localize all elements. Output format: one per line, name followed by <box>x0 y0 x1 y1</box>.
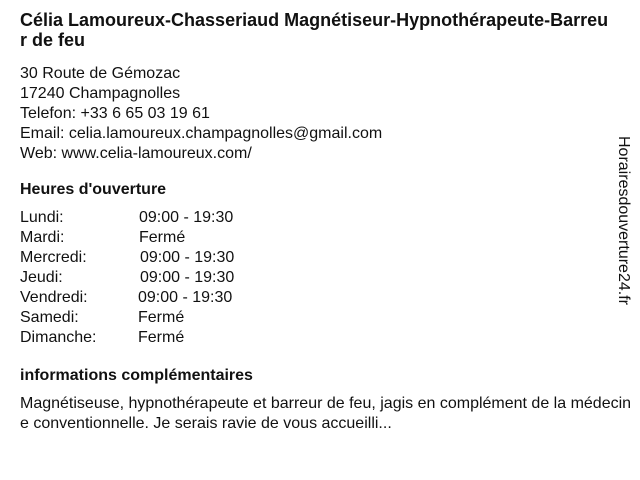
additional-info-text: Magnétiseuse, hypnothérapeute et barreur de feu, jagis en complément de la médecine conventionnelle. Je serais ravie de vous accueilli... <box>20 395 632 432</box>
phone-line[interactable]: Telefon: +33 6 65 03 19 61 <box>20 105 210 122</box>
hours-row-vendredi <box>20 288 610 308</box>
contact-block <box>20 64 610 164</box>
opening-hours-list <box>20 208 610 348</box>
hours-time: 09:00 - 19:30 <box>140 269 235 286</box>
hours-time: 09:00 - 19:30 <box>140 249 235 266</box>
site-watermark: Horairesdouverture24.fr <box>615 136 632 305</box>
hours-row-dimanche <box>20 328 610 348</box>
hours-row-mercredi <box>20 248 610 268</box>
hours-time: Fermé <box>138 309 185 326</box>
web-line[interactable]: Web: www.celia-lamoureux.com/ <box>20 145 252 162</box>
hours-row-samedi <box>20 308 610 328</box>
hours-time: 09:00 - 19:30 <box>139 209 234 226</box>
address-street: 30 Route de Gémozac <box>20 65 181 82</box>
additional-info-heading: informations complémentaires <box>20 367 253 384</box>
hours-time: Fermé <box>138 329 185 346</box>
hours-day: Samedi: <box>20 309 79 326</box>
hours-day: Dimanche: <box>20 329 97 346</box>
business-name: Célia Lamoureux-Chasseriaud Magnétiseur-Hypnothérapeute-Barreur de feu <box>20 10 609 50</box>
email-line[interactable]: Email: celia.lamoureux.champagnolles@gmail.com <box>20 125 383 142</box>
hours-row-mardi <box>20 228 610 248</box>
hours-day: Mardi: <box>20 229 65 246</box>
hours-day: Jeudi: <box>20 269 63 286</box>
hours-day: Vendredi: <box>20 289 88 306</box>
hours-day: Mercredi: <box>20 249 87 266</box>
hours-time: 09:00 - 19:30 <box>138 289 233 306</box>
address-city: 17240 Champagnolles <box>20 85 181 102</box>
hours-day: Lundi: <box>20 209 64 226</box>
hours-row-lundi <box>20 208 610 228</box>
opening-hours-heading: Heures d'ouverture <box>20 181 167 198</box>
hours-row-jeudi <box>20 268 610 288</box>
hours-time: Fermé <box>139 229 186 246</box>
